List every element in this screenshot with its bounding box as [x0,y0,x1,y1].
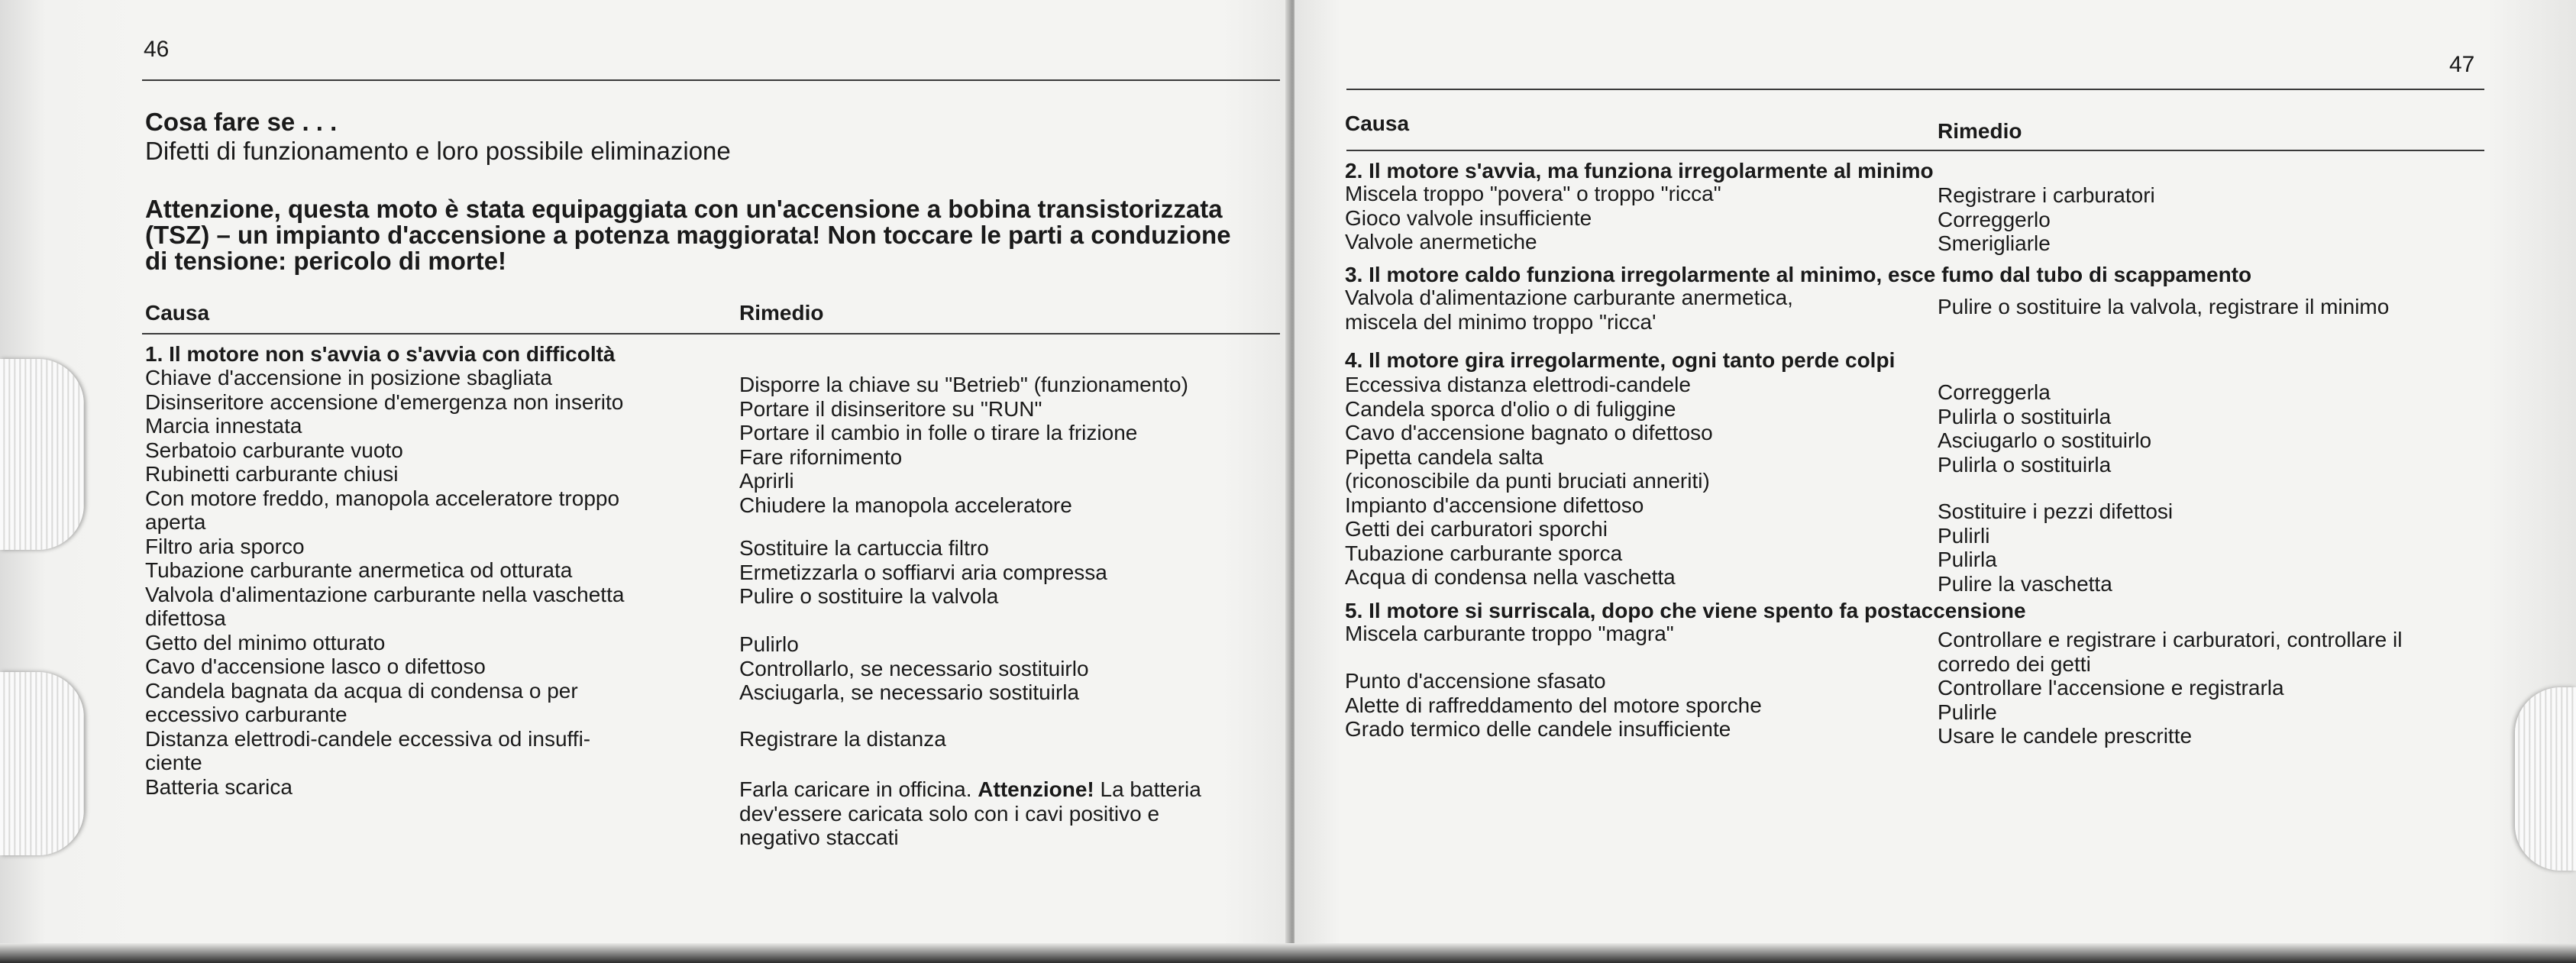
remedy-item: Smerigliarle [1938,231,2051,255]
cause-item: Rubinetti carburante chiusi [145,462,399,486]
cause-item: eccessivo carburante [145,703,347,726]
cause-item: Valvola d'alimentazione carburante anermetica, [1345,286,1793,309]
page-heading: Cosa fare se . . . [145,108,338,136]
section-5-title: 5. Il motore si surriscala, dopo che viene spento fa postaccensione [1345,599,2026,622]
cause-item: Miscela troppo "povera" o troppo "ricca" [1345,182,1721,205]
warning-line-2: (TSZ) – un impianto d'accensione a potenza maggiorata! Non toccare le parti a conduzione [145,221,1231,249]
remedy-item: Controllare l'accensione e registrarla [1938,676,2284,700]
cause-item: (riconoscibile da punti bruciati anneriti) [1345,469,1710,493]
bottom-shadow [0,943,2576,963]
cause-item: Punto d'accensione sfasato [1345,669,1606,693]
cause-item: Getti dei carburatori sporchi [1345,517,1608,541]
remedy-item: Disporre la chiave su "Betrieb" (funzionamento) [739,373,1188,396]
cause-item: ciente [145,751,202,774]
remedy-item: Pulire o sostituire la valvola, registrare il minimo [1938,295,2390,318]
cause-item: Cavo d'accensione lasco o difettoso [145,654,486,678]
warning-line-1: Attenzione, questa moto è stata equipaggiata con un'accensione a bobina transistorizzata [145,195,1223,223]
page-edge-stack-top [0,359,84,550]
page-edge-stack-bottom [0,672,84,855]
remedy-item: Pulirle [1938,700,1997,724]
remedy-battery-line-2: dev'essere caricata solo con i cavi positivo e [739,801,1160,826]
cause-item: Gioco valvole insufficiente [1345,205,1592,230]
remedy-item: Portare il disinseritore su "RUN" [739,396,1042,421]
column-header-causa-right: Causa [1345,111,1410,135]
cause-item: Alette di raffreddamento del motore sporche [1345,693,1762,717]
s4-remedies-a [1938,380,2151,477]
s3-causes [1345,286,1793,334]
s5-cause-first [1345,622,1674,646]
remedies-column-left-a [739,373,1188,517]
page-edge-stack-right [2515,687,2576,871]
cause-item: difettosa [145,606,226,630]
page-subheading: Difetti di funzionamento e loro possibile eliminazione [145,137,731,165]
cause-item: Serbatoio carburante vuoto [145,438,403,462]
remedy-item: Portare il cambio in folle o tirare la frizione [739,421,1138,444]
remedy-item: Ermetizzarla o soffiarvi aria compressa [739,560,1107,584]
remedy-item: Controllare e registrare i carburatori, controllare il [1938,628,2403,651]
header-rule-left [142,333,1280,334]
remedy-item: Pulirla o sostituirla [1938,452,2112,477]
remedy-item: Usare le candele prescritte [1938,724,2193,748]
cause-item: Grado termico delle candele insufficiente [1345,717,1731,741]
column-header-causa: Causa [145,301,210,325]
cause-item: Marcia innestata [145,414,302,438]
cause-item: Candela sporca d'olio o di fuliggine [1345,396,1676,421]
remedy-item: Correggerlo [1938,207,2051,231]
remedy-item: Fare rifornimento [739,444,903,469]
cause-item: Getto del minimo otturato [145,630,386,654]
cause-item: aperta [145,510,206,534]
section-3-title: 3. Il motore caldo funziona irregolarmente al minimo, esce fumo dal tubo di scappamento [1345,263,2252,286]
top-rule-left [142,79,1280,81]
cause-item: Valvola d'alimentazione carburante nella vaschetta [145,582,625,606]
remedy-item: Sostituire i pezzi difettosi [1938,499,2174,523]
remedies-column-left-d [739,727,946,751]
remedies-column-left-b [739,536,1107,609]
remedy-item: Pulirli [1938,523,1990,548]
cause-item: Candela bagnata da acqua di condensa o per [145,678,578,703]
causes-column-left [145,366,624,799]
remedy-item: Asciugarla, se necessario sostituirla [739,680,1080,704]
remedy-item: Registrare i carburatori [1938,183,2155,207]
remedy-item: Sostituire la cartuccia filtro [739,536,989,560]
section-4-title: 4. Il motore gira irregolarmente, ogni tanto perde colpi [1345,348,1896,372]
remedy-item: Pulirla o sostituirla [1938,404,2112,428]
section-2-title: 2. Il motore s'avvia, ma funziona irregolarmente al minimo [1345,159,1934,183]
cause-item: Impianto d'accensione difettoso [1345,493,1644,517]
cause-item: Chiave d'accensione in posizione sbagliata [145,366,553,389]
s4-causes [1345,373,1713,590]
remedy-item: Aprirli [739,469,794,493]
remedy-item: Controllarlo, se necessario sostituirlo [739,656,1089,680]
warning-line-3: di tensione: pericolo di morte! [145,247,507,275]
s5-causes [1345,669,1762,742]
remedy-item: Pulire o sostituire la valvola [739,584,999,608]
remedy-battery-line-1: Farla caricare in officina. Attenzione! La batteria [739,777,1201,801]
s3-remedies [1938,295,2389,319]
cause-item: Acqua di condensa nella vaschetta [1345,565,1676,589]
remedy-item: Pulirlo [739,632,799,656]
cause-item: Disinseritore accensione d'emergenza non inserito [145,389,624,414]
remedy-item: Correggerla [1938,380,2051,404]
remedy-item: Chiudere la manopola acceleratore [739,493,1072,517]
cause-item: Tubazione carburante sporca [1345,541,1623,565]
cause-item: Distanza elettrodi-candele eccessiva od insuffi- [145,726,591,751]
cause-item: miscela del minimo troppo "ricca' [1345,309,1656,334]
cause-item: Tubazione carburante anermetica od otturata [145,558,573,582]
cause-item: Valvole anermetiche [1345,230,1537,254]
page-number-right: 47 [2449,52,2475,77]
remedy-battery [739,777,1201,850]
s4-remedies-b [1938,499,2173,596]
cause-item: Filtro aria sporco [145,534,305,558]
cause-item: Batteria scarica [145,774,293,799]
remedy-item: Asciugarlo o sostituirlo [1938,428,2152,452]
s2-causes [1345,182,1721,254]
header-rule-right [1346,150,2484,151]
s5-remedies [1938,628,2402,748]
remedy-item: corredo dei getti [1938,651,2091,676]
remedy-item: Pulire la vaschetta [1938,571,2112,596]
remedies-column-left-c [739,632,1089,705]
s2-remedies [1938,183,2155,256]
right-page [1294,0,2576,963]
column-header-rimedio-right: Rimedio [1938,119,2022,143]
page-number-left: 46 [144,37,170,62]
remedy-battery-line-3: negativo staccati [739,826,899,849]
top-rule-right [1346,89,2484,90]
section-1-title: 1. Il motore non s'avvia o s'avvia con difficoltà [145,342,616,366]
column-header-rimedio: Rimedio [739,301,824,325]
remedy-item: Pulirla [1938,548,1997,571]
cause-item: Cavo d'accensione bagnato o difettoso [1345,421,1713,444]
cause-item: Con motore freddo, manopola acceleratore troppo [145,486,620,510]
remedy-item: Registrare la distanza [739,727,946,751]
cause-item: Eccessiva distanza elettrodi-candele [1345,373,1691,396]
cause-item: Pipetta candela salta [1345,444,1543,469]
cause-item: Miscela carburante troppo "magra" [1345,622,1674,645]
